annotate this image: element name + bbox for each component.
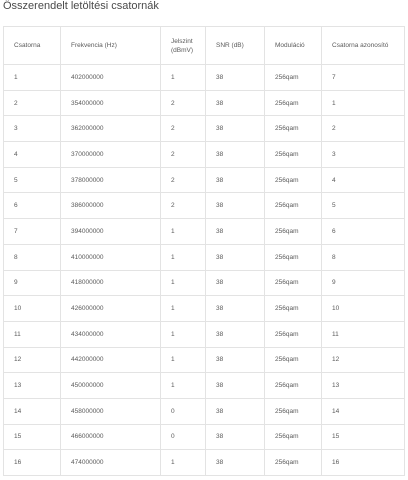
cell-frequency: 354000000	[61, 90, 161, 116]
cell-frequency: 458000000	[61, 398, 161, 424]
cell-snr: 38	[206, 450, 265, 476]
table-row	[4, 424, 405, 450]
cell-channel: 11	[4, 321, 61, 347]
table-row	[4, 398, 405, 424]
table-row	[4, 373, 405, 399]
cell-snr: 38	[206, 321, 265, 347]
cell-snr: 38	[206, 219, 265, 245]
table-row	[4, 116, 405, 142]
cell-snr: 38	[206, 373, 265, 399]
cell-channel-id: 8	[322, 244, 405, 270]
header-signal-level: Jelszint (dBmV)	[161, 27, 206, 65]
downstream-channels-table	[3, 26, 405, 476]
cell-channel-id: 3	[322, 142, 405, 168]
page-title: Összerendelt letöltési csatornák	[3, 0, 159, 12]
cell-snr: 38	[206, 65, 265, 91]
cell-frequency: 370000000	[61, 142, 161, 168]
table-row	[4, 193, 405, 219]
cell-signal-level: 1	[161, 65, 206, 91]
cell-channel: 2	[4, 90, 61, 116]
cell-channel-id: 15	[322, 424, 405, 450]
cell-modulation: 256qam	[265, 424, 322, 450]
cell-snr: 38	[206, 296, 265, 322]
cell-signal-level: 0	[161, 398, 206, 424]
cell-modulation: 256qam	[265, 142, 322, 168]
header-row	[4, 27, 405, 65]
table-row	[4, 270, 405, 296]
cell-channel: 15	[4, 424, 61, 450]
table-body	[4, 65, 405, 476]
table-row	[4, 219, 405, 245]
cell-modulation: 256qam	[265, 347, 322, 373]
cell-signal-level: 1	[161, 219, 206, 245]
cell-channel: 6	[4, 193, 61, 219]
table-row	[4, 347, 405, 373]
cell-modulation: 256qam	[265, 373, 322, 399]
cell-channel-id: 6	[322, 219, 405, 245]
table-row	[4, 90, 405, 116]
cell-frequency: 394000000	[61, 219, 161, 245]
cell-modulation: 256qam	[265, 90, 322, 116]
cell-signal-level: 2	[161, 90, 206, 116]
cell-modulation: 256qam	[265, 270, 322, 296]
cell-signal-level: 1	[161, 296, 206, 322]
cell-snr: 38	[206, 244, 265, 270]
cell-channel-id: 14	[322, 398, 405, 424]
cell-modulation: 256qam	[265, 244, 322, 270]
cell-snr: 38	[206, 398, 265, 424]
cell-snr: 38	[206, 270, 265, 296]
cell-snr: 38	[206, 116, 265, 142]
table-row	[4, 296, 405, 322]
cell-channel-id: 9	[322, 270, 405, 296]
cell-frequency: 378000000	[61, 167, 161, 193]
cell-modulation: 256qam	[265, 296, 322, 322]
cell-channel: 7	[4, 219, 61, 245]
cell-signal-level: 1	[161, 244, 206, 270]
cell-channel: 3	[4, 116, 61, 142]
cell-modulation: 256qam	[265, 167, 322, 193]
header-frequency: Frekvencia (Hz)	[61, 27, 161, 65]
cell-modulation: 256qam	[265, 193, 322, 219]
cell-frequency: 474000000	[61, 450, 161, 476]
cell-frequency: 426000000	[61, 296, 161, 322]
cell-signal-level: 1	[161, 373, 206, 399]
cell-snr: 38	[206, 167, 265, 193]
cell-modulation: 256qam	[265, 219, 322, 245]
table-row	[4, 142, 405, 168]
cell-signal-level: 2	[161, 193, 206, 219]
cell-signal-level: 1	[161, 450, 206, 476]
cell-snr: 38	[206, 193, 265, 219]
cell-channel-id: 5	[322, 193, 405, 219]
cell-channel: 12	[4, 347, 61, 373]
cell-snr: 38	[206, 142, 265, 168]
cell-channel: 5	[4, 167, 61, 193]
cell-signal-level: 2	[161, 116, 206, 142]
table-row	[4, 244, 405, 270]
table-row	[4, 167, 405, 193]
cell-channel-id: 2	[322, 116, 405, 142]
cell-channel: 9	[4, 270, 61, 296]
table-row	[4, 321, 405, 347]
cell-snr: 38	[206, 90, 265, 116]
header-snr: SNR (dB)	[206, 27, 265, 65]
cell-signal-level: 1	[161, 270, 206, 296]
cell-channel-id: 4	[322, 167, 405, 193]
header-channel-id: Csatorna azonosító	[322, 27, 405, 65]
cell-channel: 1	[4, 65, 61, 91]
cell-frequency: 450000000	[61, 373, 161, 399]
cell-signal-level: 2	[161, 142, 206, 168]
cell-snr: 38	[206, 424, 265, 450]
cell-channel: 16	[4, 450, 61, 476]
cell-channel: 8	[4, 244, 61, 270]
header-modulation: Moduláció	[265, 27, 322, 65]
cell-channel-id: 13	[322, 373, 405, 399]
cell-snr: 38	[206, 347, 265, 373]
cell-signal-level: 0	[161, 424, 206, 450]
cell-channel-id: 10	[322, 296, 405, 322]
cell-frequency: 362000000	[61, 116, 161, 142]
cell-frequency: 466000000	[61, 424, 161, 450]
cell-frequency: 434000000	[61, 321, 161, 347]
cell-channel-id: 16	[322, 450, 405, 476]
cell-signal-level: 2	[161, 167, 206, 193]
cell-frequency: 402000000	[61, 65, 161, 91]
cell-channel-id: 11	[322, 321, 405, 347]
cell-frequency: 442000000	[61, 347, 161, 373]
cell-frequency: 410000000	[61, 244, 161, 270]
cell-modulation: 256qam	[265, 398, 322, 424]
cell-signal-level: 1	[161, 347, 206, 373]
cell-channel-id: 7	[322, 65, 405, 91]
cell-channel: 4	[4, 142, 61, 168]
cell-channel: 13	[4, 373, 61, 399]
cell-channel: 10	[4, 296, 61, 322]
header-channel: Csatorna	[4, 27, 61, 65]
table-row	[4, 65, 405, 91]
cell-frequency: 418000000	[61, 270, 161, 296]
table-header	[4, 27, 405, 65]
cell-channel-id: 1	[322, 90, 405, 116]
cell-modulation: 256qam	[265, 65, 322, 91]
cell-signal-level: 1	[161, 321, 206, 347]
cell-channel-id: 12	[322, 347, 405, 373]
cell-frequency: 386000000	[61, 193, 161, 219]
cell-modulation: 256qam	[265, 450, 322, 476]
cell-channel: 14	[4, 398, 61, 424]
cell-modulation: 256qam	[265, 321, 322, 347]
cell-modulation: 256qam	[265, 116, 322, 142]
table-row	[4, 450, 405, 476]
